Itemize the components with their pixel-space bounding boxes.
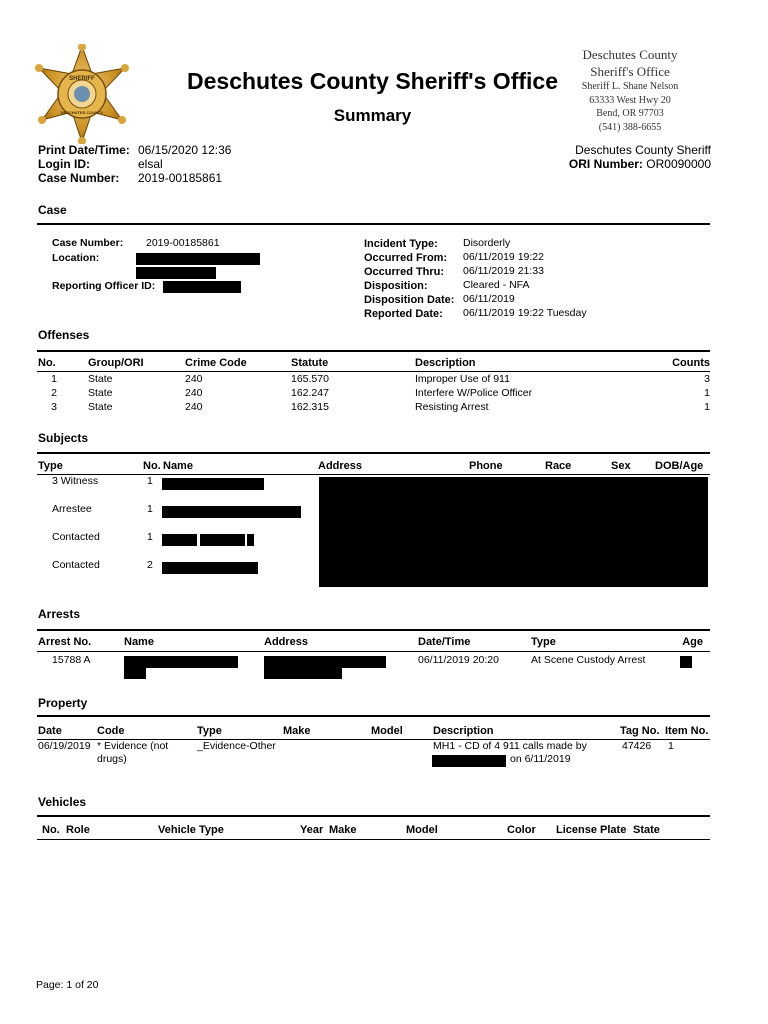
redaction-block — [162, 534, 197, 546]
column-header: State — [633, 824, 660, 836]
print-date-value: 06/15/2020 12:36 — [138, 143, 232, 157]
case-number-label: Case Number: — [52, 237, 124, 249]
section-heading-vehicles: Vehicles — [38, 795, 87, 809]
redaction-block — [124, 667, 146, 679]
location-label: Location: — [52, 252, 100, 264]
column-header: Item No. — [665, 725, 709, 737]
table-cell: 1 — [147, 531, 153, 543]
divider — [37, 371, 710, 372]
reported-date-value: 06/11/2019 19:22 Tuesday — [463, 307, 587, 319]
reporting-officer-label: Reporting Officer ID: — [52, 280, 156, 292]
column-header: Address — [264, 636, 309, 648]
column-header: Name — [163, 460, 193, 472]
divider — [37, 223, 710, 225]
ori-number — [480, 157, 711, 171]
column-header: Name — [124, 636, 154, 648]
table-cell: At Scene Custody Arrest — [531, 654, 646, 666]
table-cell: 162.315 — [291, 401, 329, 413]
divider — [37, 815, 710, 817]
table-cell: 47426 — [622, 740, 652, 752]
divider — [37, 629, 710, 631]
column-header: License Plate — [556, 824, 627, 836]
column-header: Date/Time — [418, 636, 471, 648]
redaction-block — [162, 506, 301, 518]
divider — [37, 474, 710, 475]
column-header: Sex — [611, 460, 631, 472]
column-header: Year — [300, 824, 324, 836]
table-cell: 1 — [51, 373, 57, 385]
section-heading-property: Property — [38, 696, 88, 710]
table-cell: drugs) — [97, 753, 127, 765]
letterhead-phone: (541) 388-6655 — [598, 121, 662, 133]
table-cell: * Evidence (not — [97, 740, 169, 752]
table-cell: 240 — [185, 401, 203, 413]
redaction-block — [247, 534, 254, 546]
svg-text:SHERIFF: SHERIFF — [69, 76, 95, 82]
redaction-block — [264, 667, 342, 679]
disposition-label: Disposition: — [364, 280, 428, 292]
reported-date-label: Reported Date: — [364, 308, 443, 320]
table-cell: 15788 A — [52, 654, 91, 666]
disposition-date-label: Disposition Date: — [364, 294, 455, 306]
letterhead-city: Bend, OR 97703 — [596, 108, 664, 119]
table-cell: 3 Witness — [52, 475, 99, 487]
page-number: Page: 1 of 20 — [36, 979, 99, 991]
column-header: Role — [66, 824, 90, 836]
column-header: Type — [531, 636, 556, 648]
table-cell: 1 — [147, 503, 153, 515]
column-header: Model — [371, 725, 403, 737]
column-header: Address — [318, 460, 363, 472]
incident-type-value: Disorderly — [463, 237, 511, 249]
disposition-value: Cleared - NFA — [463, 279, 530, 291]
column-header: Phone — [469, 460, 503, 472]
column-header: Description — [433, 725, 494, 737]
divider — [37, 715, 710, 717]
letterhead-agency: Deschutes County — [582, 47, 678, 62]
table-cell: MH1 - CD of 4 911 calls made by — [433, 740, 587, 752]
table-cell: Improper Use of 911 — [415, 373, 510, 385]
table-cell: 2 — [51, 387, 57, 399]
section-heading-arrests: Arrests — [38, 607, 81, 621]
divider — [37, 452, 710, 454]
redaction-block — [136, 253, 260, 265]
column-header: Make — [283, 725, 311, 737]
case-number-label: Case Number: — [38, 171, 120, 185]
table-cell: 1 — [147, 475, 153, 487]
section-heading-offenses: Offenses — [38, 328, 90, 342]
redaction-block — [200, 534, 245, 546]
table-cell: 165.570 — [291, 373, 329, 385]
redaction-block — [162, 478, 264, 490]
occurred-thru-label: Occurred Thru: — [364, 266, 445, 278]
disposition-date-value: 06/11/2019 — [463, 293, 515, 305]
table-cell: 1 — [668, 740, 674, 752]
column-header: Model — [406, 824, 438, 836]
table-cell: 1 — [704, 387, 710, 399]
table-cell: 2 — [147, 559, 153, 571]
table-cell: State — [88, 373, 113, 385]
table-cell: 240 — [185, 387, 203, 399]
column-header: Type — [38, 460, 63, 472]
redaction-block — [136, 267, 216, 279]
letterhead-sheriff: Sheriff L. Shane Nelson — [581, 81, 679, 92]
column-header: Code — [97, 725, 125, 737]
table-cell: 162.247 — [291, 387, 329, 399]
case-number-value: 2019-00185861 — [146, 237, 220, 249]
redaction-block — [162, 562, 258, 574]
divider — [37, 651, 710, 652]
table-cell: 06/11/2019 20:20 — [418, 654, 499, 666]
redaction-block — [319, 477, 708, 587]
section-heading-subjects: Subjects — [38, 431, 89, 445]
table-cell: on 6/11/2019 — [510, 753, 571, 765]
column-header: No. — [42, 824, 60, 836]
column-header: Tag No. — [620, 725, 660, 737]
column-header: Group/ORI — [88, 357, 144, 369]
letterhead-street: 63333 West Hwy 20 — [589, 94, 671, 106]
agency-name: Deschutes County Sheriff — [575, 143, 711, 157]
column-header: Statute — [291, 357, 329, 369]
case-number-value: 2019-00185861 — [138, 171, 223, 185]
ori-value: OR0090000 — [646, 157, 711, 171]
svg-text:DESCHUTES COUNTY: DESCHUTES COUNTY — [60, 110, 104, 115]
ori-label: ORI Number: — [568, 157, 643, 171]
column-header: Color — [507, 824, 536, 836]
table-cell: State — [88, 401, 113, 413]
sheriff-badge-seal — [32, 44, 132, 144]
column-header: DOB/Age — [655, 460, 704, 472]
table-cell: 3 — [51, 401, 57, 413]
table-cell: _Evidence-Other — [197, 740, 276, 752]
login-id-value: elsal — [138, 157, 163, 171]
occurred-from-label: Occurred From: — [364, 252, 448, 264]
column-header: Description — [415, 357, 476, 369]
table-cell: 3 — [704, 373, 710, 385]
occurred-thru-value: 06/11/2019 21:33 — [463, 265, 544, 277]
table-cell: 240 — [185, 373, 203, 385]
letterhead-office: Sheriff's Office — [590, 64, 670, 79]
table-cell: Resisting Arrest — [415, 401, 489, 413]
column-header: No. — [38, 357, 56, 369]
table-cell: 06/19/2019 — [38, 740, 91, 752]
table-cell: Interfere W/Police Officer — [415, 387, 533, 399]
table-cell: 1 — [704, 401, 710, 413]
column-header: Arrest No. — [38, 636, 92, 648]
redaction-block — [163, 281, 241, 293]
column-header: Race — [545, 460, 572, 472]
table-cell: Contacted — [52, 559, 100, 571]
occurred-from-value: 06/11/2019 19:22 — [463, 251, 544, 263]
column-header: Counts — [672, 357, 710, 369]
divider — [37, 350, 710, 352]
column-header: Type — [197, 725, 222, 737]
page-title: Deschutes County Sheriff's Office — [187, 68, 558, 94]
table-cell: Arrestee — [52, 503, 92, 515]
column-header: Make — [329, 824, 357, 836]
column-header: Crime Code — [185, 357, 247, 369]
redaction-block — [432, 755, 506, 767]
column-header: Date — [38, 725, 62, 737]
table-cell: Contacted — [52, 531, 100, 543]
table-cell: State — [88, 387, 113, 399]
incident-type-label: Incident Type: — [364, 238, 438, 250]
login-id-label: Login ID: — [38, 157, 90, 171]
section-heading-case: Case — [38, 203, 67, 217]
letterhead — [560, 46, 700, 134]
column-header: Age — [682, 636, 703, 648]
divider — [37, 839, 710, 840]
print-date-label: Print Date/Time: — [38, 143, 130, 157]
redaction-block — [680, 656, 692, 668]
column-header: Vehicle Type — [158, 824, 224, 836]
page-subtitle: Summary — [333, 106, 412, 125]
column-header: No. — [143, 460, 161, 472]
